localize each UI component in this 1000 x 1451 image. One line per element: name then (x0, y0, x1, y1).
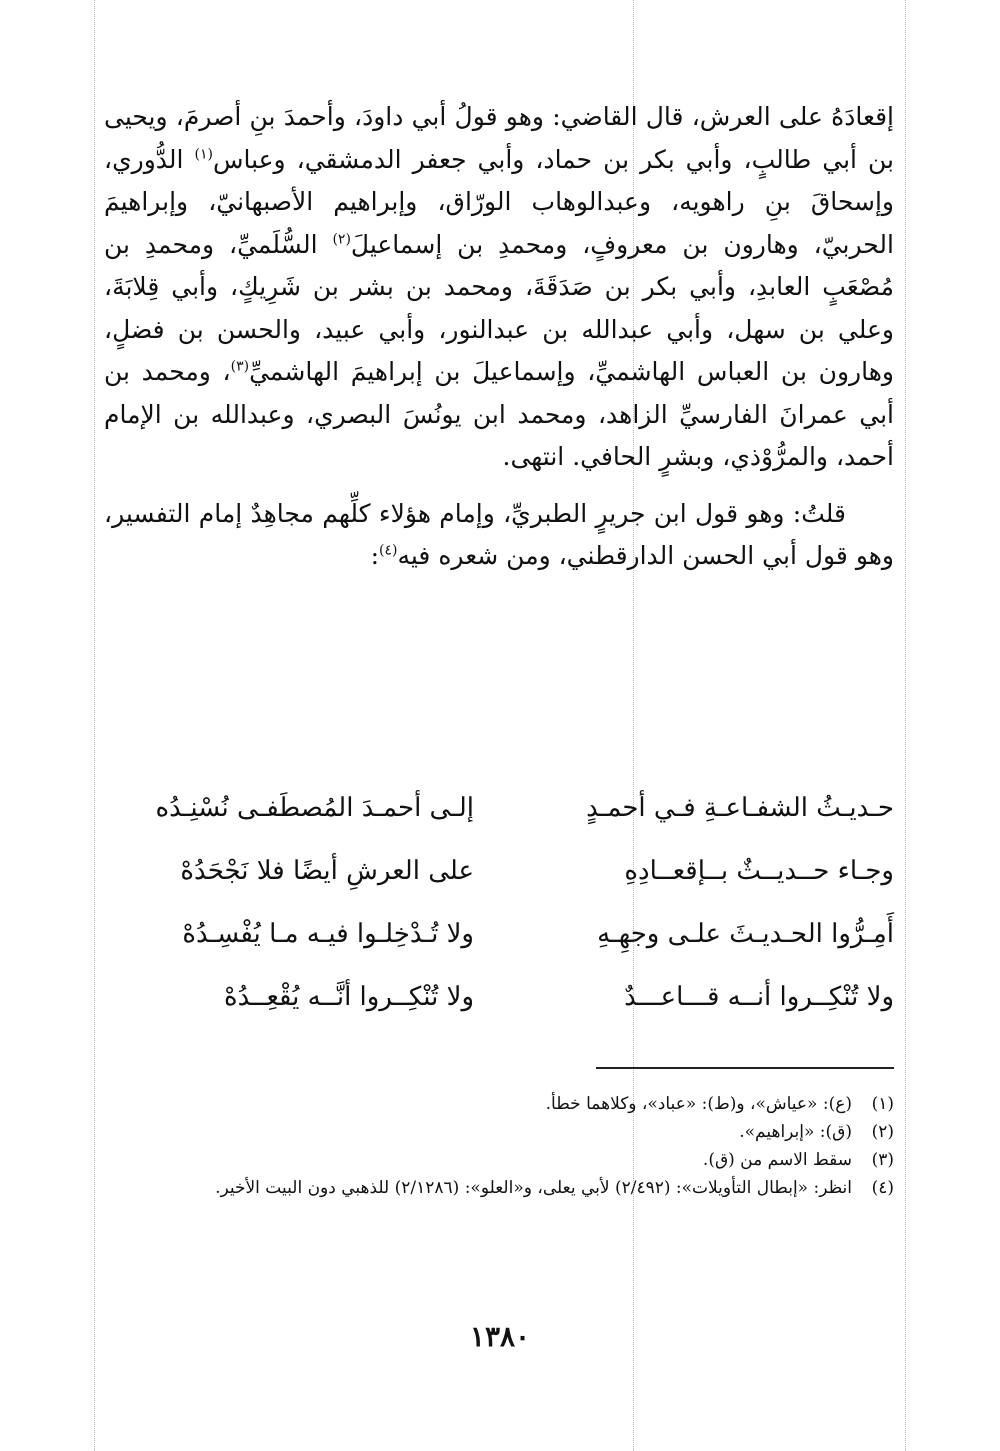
footnote (104, 1090, 894, 1118)
footnotes (104, 1090, 894, 1202)
footnote (104, 1174, 894, 1202)
verse-first-hemistich: حـديـثُ الشفـاعـةِ فـي أحمـدٍ (586, 792, 894, 823)
footnote-separator (596, 1067, 894, 1069)
footnote-text: (ع): «عياش»، و(ط): «عباد»، وكلاهما خطأ. (545, 1094, 852, 1114)
footnote-marker: (٢) (332, 231, 351, 248)
scan-guide-line (94, 0, 95, 1451)
verse-second-hemistich: إلـى أحمـدَ المُصطَفـى نُسْنِـدُه (155, 792, 474, 823)
scan-guide-line (905, 0, 906, 1451)
paragraph-commentary (104, 493, 894, 578)
verse-first-hemistich: ولا تُنْكِــروا أنــه قـــاعـــدٌ (624, 981, 894, 1012)
paragraph-text: : (370, 541, 380, 570)
page-number: ١٣٨٠ (469, 1320, 531, 1353)
paragraph-text: الدُّوري، وإسحاقَ بنِ راهويه، وعبدالوهاب الورّاق، وإبراهيم الأصبهانيّ، وإبراهيمَ الحربيّ، وهارون بن معروفٍ، ومحمدِ بن إسماعيلَ (104, 144, 894, 259)
verse-first-hemistich: وجـاء حــديــثٌ بــإقعــادِهِ (624, 855, 894, 886)
verse-second-hemistich: ولا تُنْكِــروا أنَّــه يُقْعِــدُهْ (223, 981, 474, 1012)
footnote-marker: (٤) (379, 542, 398, 559)
poem (104, 776, 894, 1028)
footnote (104, 1146, 894, 1174)
footnote-number: (١) (871, 1094, 894, 1114)
footnote-number: (٢) (871, 1122, 894, 1142)
footnote-text: (ق): «إبراهيم». (739, 1122, 852, 1142)
footnote-text: سقط الاسم من (ق). (702, 1150, 852, 1170)
paragraph-narrators (104, 96, 894, 479)
verse-second-hemistich: على العرشِ أيضًا فلا نَجْحَدُهْ (180, 855, 474, 886)
main-text (104, 96, 894, 578)
paragraph-text: السُّلَميِّ، ومحمدِ بن مُصْعَبٍ العابدِ، وأبي بكر بن صَدَقَةَ، ومحمد بن بشر بن شَرِيكٍ، وأبي قِلابَةَ، وعلي بن سهل، وأبي عبدالله بن عبدالنور، وأبي عبيد، والحسن بن فضلٍ، وهارون بن العباس الهاشميِّ، وإسماعيلَ بن إبراهيمَ الهاشميِّ (104, 229, 894, 386)
paragraph-text: قلتُ: وهو قول ابن جريرٍ الطبريِّ، وإمام هؤلاء كلِّهم مجاهِدٌ إمام التفسير، وهو قول أبي الحسن الدارقطني، ومن شعره فيه (104, 498, 894, 570)
poem-verse (104, 839, 894, 902)
poem-verse (104, 776, 894, 839)
footnote-marker: (١) (194, 146, 213, 163)
footnote-text: انظر: «إبطال التأويلات»: (٢/٤٩٢) لأبي يعلى، و«العلو»: (٢/١٢٨٦) للذهبي دون البيت الأخير. (215, 1178, 852, 1198)
footnote-marker: (٣) (230, 358, 250, 375)
footnote (104, 1118, 894, 1146)
paragraph-text: إقعادَهُ على العرش، قال القاضي: وهو قولُ أبي داودَ، وأحمدَ بنِ أصرمَ، ويحيى بن أبي طالبٍ، وأبي بكر بن حماد، وأبي جعفر الدمشقي، وعباس (104, 102, 894, 174)
poem-verse (104, 902, 894, 965)
paragraph-text: ، ومحمد بن أبي عمرانَ الفارسيِّ الزاهد، ومحمد ابن يونُسَ البصري، وعبدالله بن الإمام أحمد، والمرُّوْذي، وبشرٍ الحافي. انتهى. (104, 357, 894, 471)
poem-verse (104, 965, 894, 1028)
verse-first-hemistich: أَمِـرُّوا الحـديـثَ علـى وجهِـهِ (597, 918, 894, 949)
footnote-number: (٣) (871, 1150, 894, 1170)
footnote-number: (٤) (871, 1178, 894, 1198)
verse-second-hemistich: ولا تُـدْخِلـوا فيـه مـا يُفْسِـدُهْ (182, 918, 474, 949)
